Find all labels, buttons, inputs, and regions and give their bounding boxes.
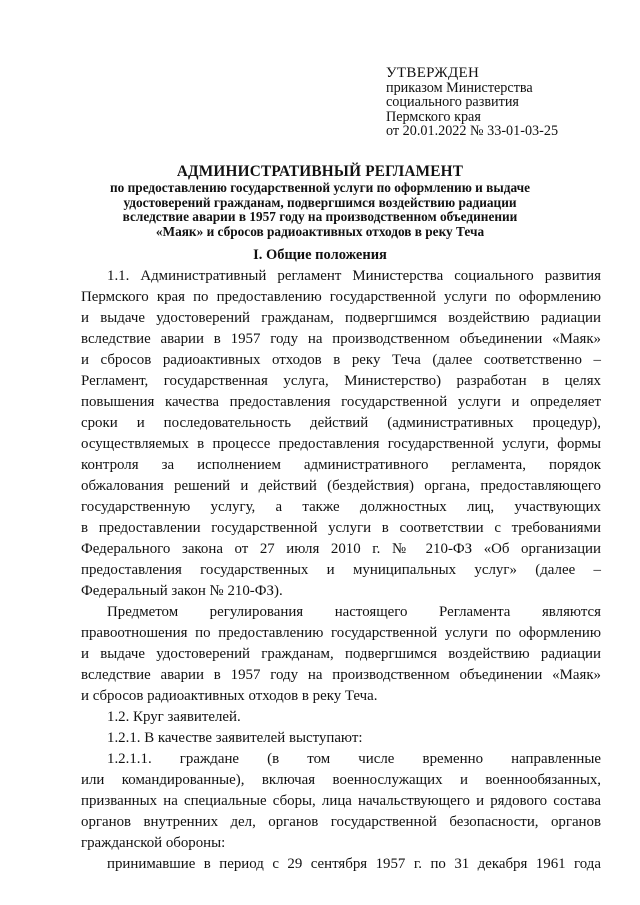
- body-line: обжалования решений и действий (бездействия) органа, предоставляющего: [81, 478, 601, 494]
- body-line: вследствие аварии в 1957 году на производственном объединении «Маяк»: [81, 331, 601, 347]
- approval-order-number: от 20.01.2022 № 33-01-03-25: [386, 123, 559, 139]
- body-line: правоотношения по предоставлению государственной услуги по оформлению: [81, 625, 601, 641]
- body-line: контроля за исполнением административного регламента, порядок: [81, 457, 601, 473]
- subtitle-line: вследствие аварии в 1957 году на производственном объединении: [122, 209, 518, 224]
- section-heading: I. Общие положения: [253, 247, 387, 263]
- body-line: 1.2.1. В качестве заявителей выступают:: [107, 730, 363, 746]
- subtitle-line: «Маяк» и сбросов радиоактивных отходов в реку Теча: [155, 223, 485, 239]
- body-line: вследствие аварии в 1957 году на производственном объединении «Маяк»: [81, 667, 601, 683]
- document-body: [81, 266, 601, 875]
- body-line: Федеральный закон № 210-ФЗ).: [81, 583, 283, 599]
- body-line: Регламент, государственная услуга, Министерство) разработан в целях: [81, 373, 601, 389]
- approval-stamp: [386, 66, 558, 139]
- approval-heading: УТВЕРЖДЕН: [386, 65, 480, 81]
- body-line: Пермского края по предоставлению государственной услуги по оформлению: [81, 289, 601, 305]
- body-line: призванных на специальные сборы, лица начальствующего и рядового состава: [81, 793, 601, 809]
- body-line: органов внутренних дел, органов государственной безопасности, органов: [81, 814, 601, 830]
- body-line: 1.2. Круг заявителей.: [107, 709, 241, 725]
- subtitle-line: удостоверений гражданам, подвергшимся воздействию радиации: [123, 194, 517, 210]
- body-line: и выдаче удостоверений гражданам, подвергшимся воздействию радиации: [81, 646, 601, 662]
- body-line: и сбросов радиоактивных отходов в реку Теча (далее соответственно –: [81, 352, 601, 368]
- body-line: повышения качества предоставления государственной услуги и определяет: [81, 394, 601, 410]
- body-line: Предметом регулирования настоящего Регламента являются: [107, 604, 601, 620]
- document-subtitle: [60, 181, 580, 239]
- body-line: гражданской обороны:: [81, 835, 226, 851]
- body-line: предоставления государственных и муниципальных услуг» (далее –: [81, 562, 601, 578]
- body-line: 1.2.1.1. граждане (в том числе временно направленные: [107, 751, 601, 767]
- body-line: и сбросов радиоактивных отходов в реку Теча.: [81, 688, 378, 704]
- body-line: государственную услугу, а также должностных лиц, участвующих: [81, 499, 601, 515]
- approval-line: социального развития: [386, 94, 519, 110]
- body-line: в предоставлении государственной услуги в соответствии с требованиями: [81, 520, 601, 536]
- body-line: принимавшие в период с 29 сентября 1957 г. по 31 декабря 1961 года: [107, 856, 601, 872]
- approval-line: Пермского края: [386, 108, 481, 125]
- document-title: АДМИНИСТРАТИВНЫЙ РЕГЛАМЕНТ: [176, 163, 464, 180]
- body-line: Федерального закона от 27 июля 2010 г. № 210-ФЗ «Об организации: [81, 541, 601, 557]
- body-line: сроки и последовательность действий (административных процедур),: [81, 415, 601, 431]
- body-line: или командированные), включая военнослужащих и военнообязанных,: [81, 772, 601, 788]
- body-line: 1.1. Административный регламент Министерства социального развития: [107, 268, 601, 284]
- body-line: и выдаче удостоверений гражданам, подвергшимся воздействию радиации: [81, 310, 601, 326]
- body-line: осуществляемых в процессе предоставления государственной услуги, формы: [81, 436, 601, 452]
- approval-line: приказом Министерства: [386, 79, 533, 96]
- subtitle-line: по предоставлению государственной услуги по оформлению и выдаче: [110, 180, 530, 195]
